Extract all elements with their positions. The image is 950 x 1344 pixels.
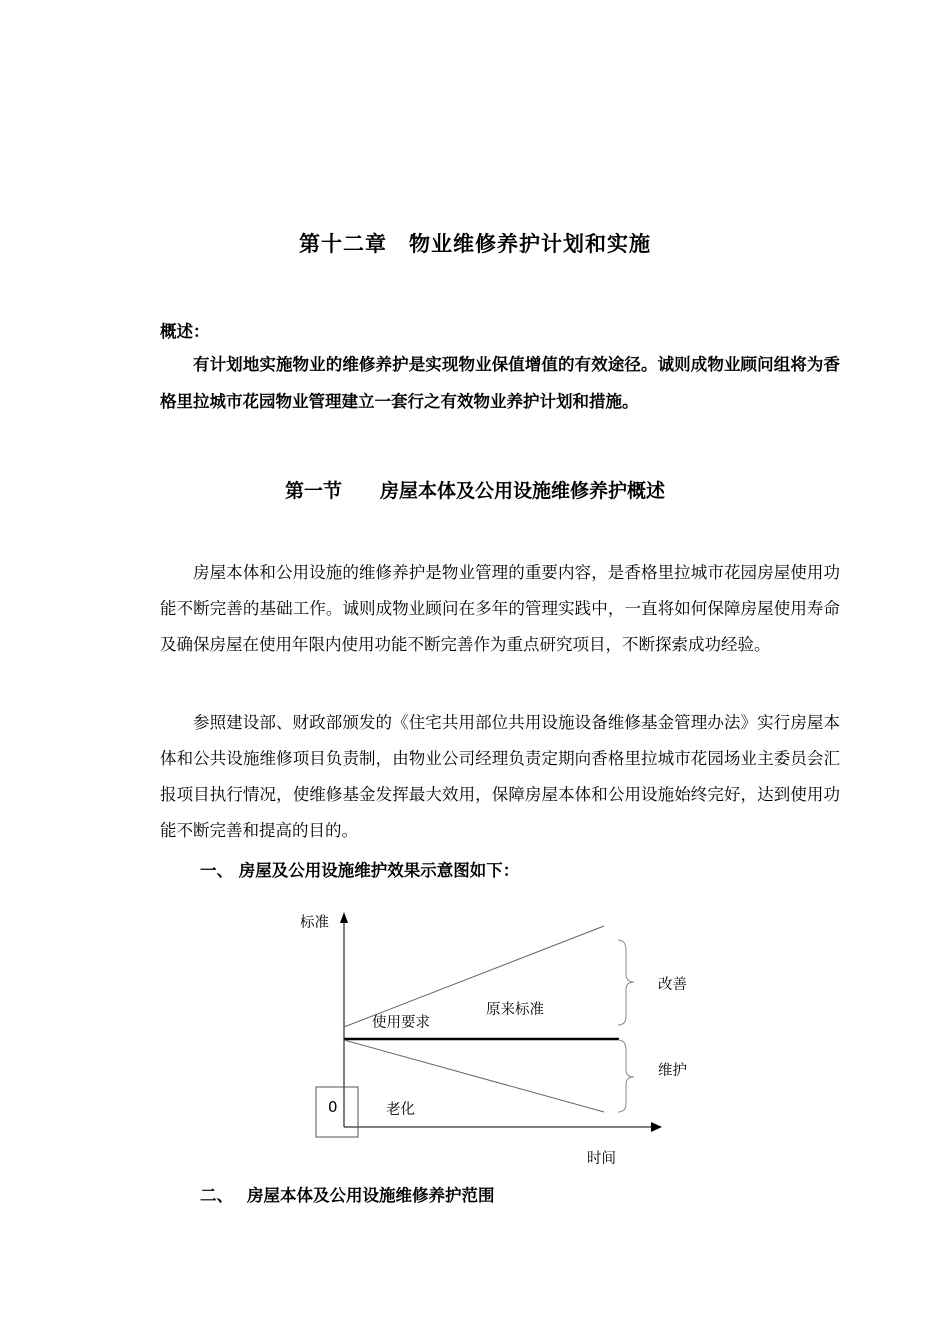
maintenance-label: 维护 [658,1063,687,1079]
improvement-brace [618,940,634,1025]
item2-heading: 二、 房屋本体及公用设施维修养护范围 [200,1186,495,1205]
section-title: 第一节 房屋本体及公用设施维修养护概述 [284,480,665,502]
chapter-title: 第十二章 物业维修养护计划和实施 [299,231,651,256]
overview-paragraph: 有计划地实施物业的维修养护是实现物业保值增值的有效途径。诚则成物业顾问组将为香格里拉城市花园物业管理建立一套行之有效物业养护计划和措施。 [160,355,840,411]
overview-label: 概述： [160,322,210,341]
origin-label: 0 [328,1098,338,1116]
x-axis-arrow [651,1122,662,1132]
section-paragraph-2: 参照建设部、财政部颁发的《住宅共用部位共用设施设备维修基金管理办法》实行房屋本体和公共设施维修项目负责制，由物业公司经理负责定期向香格里拉城市花园场业主委员会汇报项目执行情况，使维修基金发挥最大效用，保障房屋本体和公用设施始终完好，达到使用功能不断完善和提高的目的。 [160,713,840,840]
aging-label: 老化 [386,1102,415,1118]
improvement-label: 改善 [658,977,687,993]
maintenance-brace [618,1040,634,1112]
aging-line [344,1040,604,1112]
usage-requirement-label: 使用要求 [372,1015,430,1031]
x-axis-label: 时间 [587,1151,616,1167]
original-standard-label: 原来标准 [486,1002,544,1018]
item1-heading: 一、 房屋及公用设施维护效果示意图如下： [200,861,520,880]
y-axis-arrow [340,912,348,923]
section-paragraph-1: 房屋本体和公用设施的维修养护是物业管理的重要内容，是香格里拉城市花园房屋使用功能不断完善的基础工作。诚则成物业顾问在多年的管理实践中，一直将如何保障房屋使用寿命及确保房屋在使用年限内使用功能不断完善作为重点研究项目，不断探索成功经验。 [160,563,840,654]
y-axis-label: 标准 [300,915,329,931]
